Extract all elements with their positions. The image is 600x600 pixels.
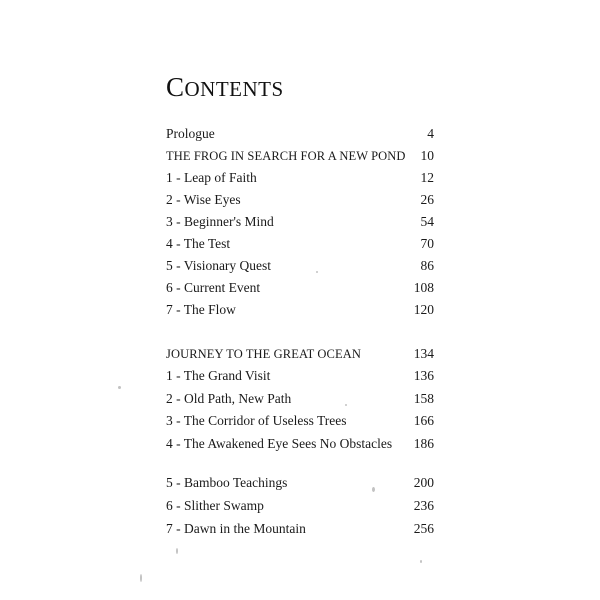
toc-entry-title: 4 - The Test [166,236,231,251]
toc-entry-page: 158 [413,391,434,406]
toc-entry-title: 6 - Slither Swamp [166,498,264,513]
toc-entry [166,234,434,254]
toc-entry [166,124,434,144]
toc-entry-page: 120 [413,302,434,317]
toc-entry-title: JOURNEY TO THE GREAT OCEAN [166,347,361,361]
toc-entry-page: 108 [413,280,434,295]
toc-entry-page: 186 [413,436,434,451]
page-title [166,72,284,103]
toc-entry-title: 7 - Dawn in the Mountain [166,521,306,536]
title-rest: ONTENTS [184,77,284,101]
toc-entry-title: Prologue [166,126,215,141]
toc-entry [166,434,434,454]
toc-section-heading [166,146,434,166]
toc-entry [166,366,434,386]
toc-entry-page: 12 [420,170,434,185]
toc-entry [166,168,434,188]
toc-entry [166,212,434,232]
toc-entry-page: 256 [413,521,434,536]
toc-entry [166,519,434,539]
toc-entry-page: 54 [420,214,434,229]
toc-entry-title: 2 - Old Path, New Path [166,391,292,406]
toc-entry-title: 1 - The Grand Visit [166,368,271,383]
toc-entry-page: 10 [420,148,434,163]
toc-entry-page: 4 [427,126,434,141]
toc-entry-page: 236 [413,498,434,513]
toc-entry-page: 136 [413,368,434,383]
toc-entry-title: 3 - Beginner's Mind [166,214,274,229]
toc-entry [166,278,434,298]
toc-entry [166,256,434,276]
toc-entry [166,411,434,431]
toc-entry-page: 26 [420,192,434,207]
toc-entry-title: THE FROG IN SEARCH FOR A NEW POND [166,149,406,163]
toc-entry-page: 166 [413,413,434,428]
toc-entry-title: 5 - Visionary Quest [166,258,272,273]
toc-entry-page: 200 [413,475,434,490]
toc-entry [166,300,434,320]
title-initial: C [166,72,185,102]
toc-entry-title: 3 - The Corridor of Useless Trees [166,413,347,428]
toc-entry-title: 4 - The Awakened Eye Sees No Obstacles [166,436,393,451]
toc-entry [166,389,434,409]
toc-entry-title: 6 - Current Event [166,280,261,295]
toc-entry [166,496,434,516]
toc-entry-page: 86 [420,258,434,273]
toc-entry-title: 1 - Leap of Faith [166,170,257,185]
toc-section-heading [166,344,434,364]
toc-entry-title: 5 - Bamboo Teachings [166,475,288,490]
toc-entry-page: 134 [413,346,434,361]
toc-entry [166,190,434,210]
toc-entry-title: 2 - Wise Eyes [166,192,241,207]
toc-entry [166,473,434,493]
toc-entry-page: 70 [420,236,434,251]
toc-entry-title: 7 - The Flow [166,302,236,317]
